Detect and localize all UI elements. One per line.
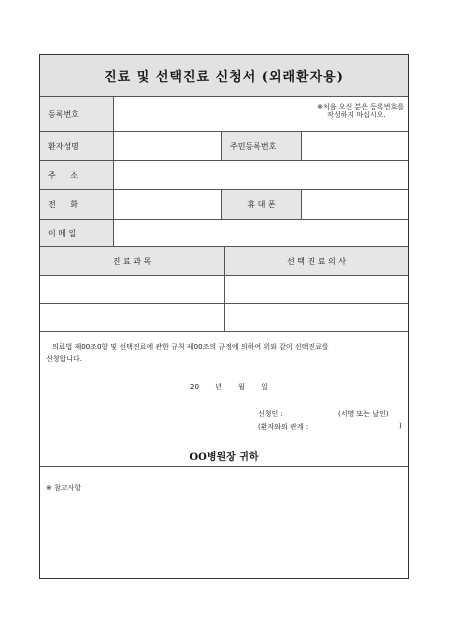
applicant-label: 신청인 : xyxy=(258,410,283,418)
doctor-field[interactable] xyxy=(225,276,408,303)
email-label: 이 메 일 xyxy=(40,220,114,246)
statement-text xyxy=(46,341,402,365)
resident-number-label: 주민등록번호 xyxy=(222,132,302,160)
address-label: 주 소 xyxy=(40,161,114,189)
reference-section xyxy=(40,467,408,578)
doctor-field[interactable] xyxy=(225,304,408,331)
phone-row xyxy=(40,190,408,220)
statement-line2: 신청합니다. xyxy=(46,355,83,363)
application-form xyxy=(39,54,409,579)
reference-note: ※ 참고사항 xyxy=(46,484,82,492)
phone-label: 전 화 xyxy=(40,190,114,219)
patient-name-label: 환자성명 xyxy=(40,132,114,160)
email-field[interactable] xyxy=(114,220,408,246)
statement-line1: 의료법 제00조0항 및 선택진료에 관한 규칙 제00조의 규정에 의하여 위와 같이 선택진료를 xyxy=(52,343,329,351)
department-header: 진 료 과 목 xyxy=(40,247,225,275)
email-row xyxy=(40,220,408,247)
patient-row xyxy=(40,132,408,161)
applicant-sign-note: (서명 또는 날인) xyxy=(338,410,389,418)
relation-label: (환자와의 관계 : xyxy=(258,423,309,431)
registration-field[interactable] xyxy=(114,97,408,131)
selection-header-row xyxy=(40,247,408,276)
mobile-label: 휴 대 폰 xyxy=(222,190,302,219)
patient-name-field[interactable] xyxy=(114,132,222,160)
phone-field[interactable] xyxy=(114,190,222,219)
department-field[interactable] xyxy=(40,304,225,331)
form-title: 진료 및 선택진료 신청서 (외래환자용) xyxy=(40,55,408,96)
address-row xyxy=(40,161,408,190)
title-row xyxy=(40,55,408,97)
registration-note-line1: ※처음 오신 분은 등록번호를 xyxy=(317,103,404,111)
selection-row xyxy=(40,304,408,332)
selection-row xyxy=(40,276,408,304)
relation-close: ) xyxy=(399,422,402,430)
department-field[interactable] xyxy=(40,276,225,303)
registration-row xyxy=(40,97,408,132)
addressee: OO병원장 귀하 xyxy=(189,452,259,463)
address-field[interactable] xyxy=(114,161,408,189)
resident-number-field[interactable] xyxy=(302,132,408,160)
registration-note xyxy=(317,103,404,119)
registration-note-line2: 작성하지 마십시오. xyxy=(327,111,386,119)
doctor-header: 선 택 진 료 의 사 xyxy=(225,247,408,275)
registration-label: 등록번호 xyxy=(40,97,114,131)
date-line: 20 년 월 일 xyxy=(190,383,268,391)
mobile-field[interactable] xyxy=(302,190,408,219)
statement-section xyxy=(40,332,408,467)
